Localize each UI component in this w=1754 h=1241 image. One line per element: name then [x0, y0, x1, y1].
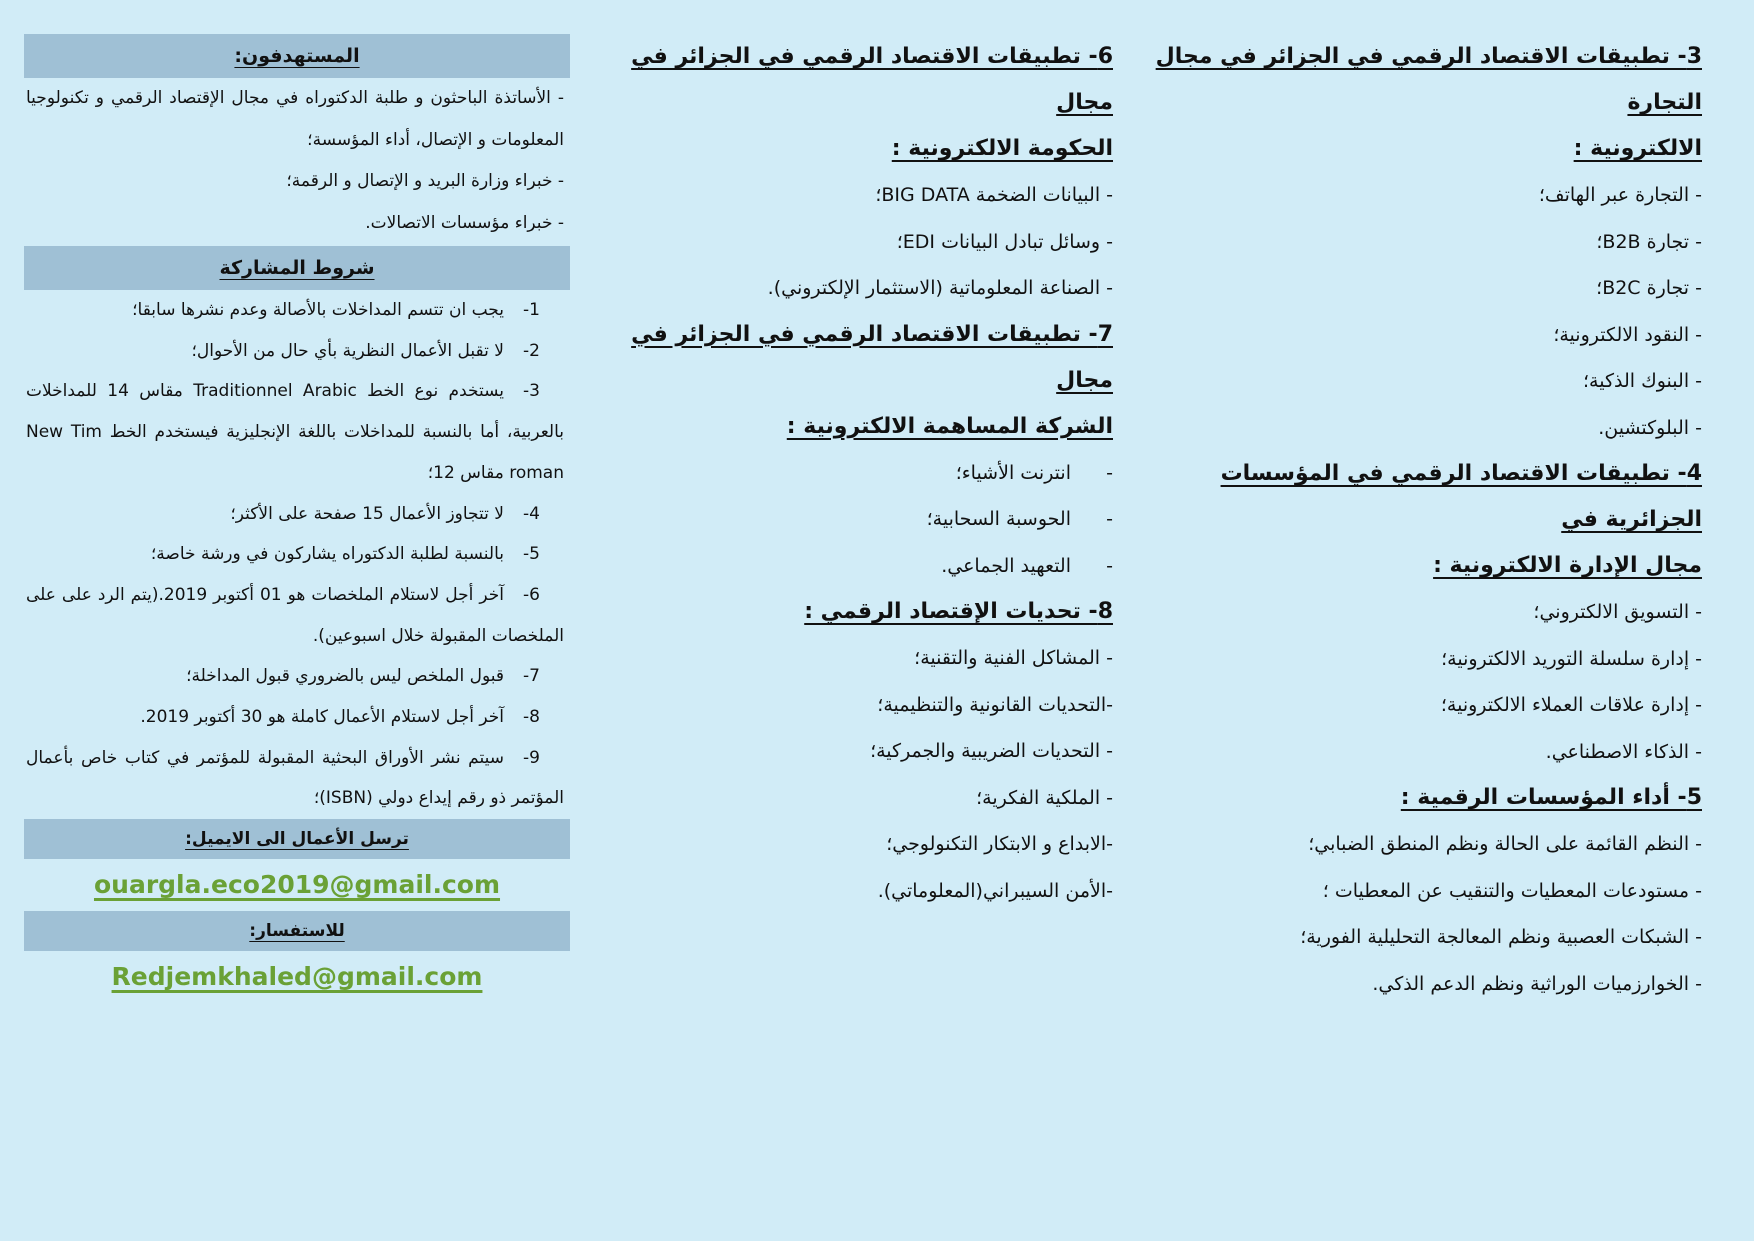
section-8-title: 8- تحديات الإقتصاد الرقمي : — [804, 599, 1113, 624]
right-column — [1140, 34, 1702, 1007]
list-item: - الشبكات العصبية ونظم المعالجة التحليلية الفورية؛ — [1300, 926, 1702, 948]
condition-text: بالنسبة لطلبة الدكتوراه يشاركون في ورشة خاصة؛ — [150, 544, 504, 565]
inquiry-title: للاستفسار: — [249, 921, 345, 942]
list-item-text: انترنت الأشياء؛ — [955, 461, 1071, 484]
section-7-title-line-1: 7- تطبيقات الاقتصاد الرقمي في الجزائر في مجال — [631, 321, 1113, 393]
condition-number: -9 — [523, 747, 540, 768]
condition-item — [24, 371, 570, 493]
section-3-title-line-2: الالكترونية : — [1573, 136, 1702, 161]
section-6-title-line-1: 6- تطبيقات الاقتصاد الرقمي في الجزائر في مجال — [631, 44, 1113, 115]
list-item: - الذكاء الاصطناعي. — [1545, 740, 1702, 763]
section-3-title-line-1: 3- تطبيقات الاقتصاد الرقمي في الجزائر في مجال التجارة — [1155, 44, 1702, 115]
condition-number: -1 — [523, 300, 540, 320]
list-item: - تجارة B2C؛ — [1596, 277, 1702, 299]
condition-item — [24, 697, 570, 738]
submission-header-bar — [24, 819, 570, 859]
condition-item — [24, 331, 570, 372]
targets-item: - الأساتذة الباحثون و طلبة الدكتوراه في مجال الإقتصاد الرقمي و تكنولوجيا المعلومات و الإتصال، أداء المؤسسة؛ — [26, 88, 564, 150]
list-item: -الابداع و الابتكار التكنولوجي؛ — [886, 833, 1113, 855]
conditions-title: شروط المشاركة — [219, 257, 375, 279]
condition-number: -3 — [523, 381, 540, 402]
bullet-dash-icon: - — [1106, 461, 1113, 484]
condition-number: -5 — [523, 544, 540, 565]
condition-text: يجب ان تتسم المداخلات بالأصالة وعدم نشرها سابقا؛ — [132, 300, 504, 320]
conditions-header-bar — [24, 246, 570, 290]
condition-text: آخر أجل لاستلام الملخصات هو 01 أكتوبر 2019.(يتم الرد على على الملخصات المقبولة خلال اسبوعين). — [26, 584, 564, 646]
condition-item — [24, 575, 570, 656]
list-item: - البلوكتشين. — [1598, 416, 1702, 439]
condition-text: سيتم نشر الأوراق البحثية المقبولة للمؤتمر في كتاب خاص بأعمال المؤتمر ذو رقم إيداع دولي (ISBN)؛ — [26, 747, 564, 809]
list-item: - الملكية الفكرية؛ — [976, 786, 1113, 809]
list-item: - الصناعة المعلوماتية (الاستثمار الإلكتروني). — [767, 277, 1113, 299]
list-item: - وسائل تبادل البيانات EDI؛ — [896, 230, 1113, 253]
list-item-text: التعهيد الجماعي. — [941, 554, 1071, 577]
inquiry-header-bar — [24, 911, 570, 951]
section-5-heading — [1140, 775, 1702, 821]
section-6-title-line-2: الحكومة الالكترونية : — [891, 136, 1113, 161]
targets-title: المستهدفون: — [234, 45, 360, 67]
bullet-dash-icon: - — [1106, 554, 1113, 577]
section-4-title-line-2: مجال الإدارة الالكترونية : — [1433, 553, 1702, 578]
condition-text: آخر أجل لاستلام الأعمال كاملة هو 30 أكتوبر 2019. — [140, 707, 504, 728]
list-item — [628, 496, 1113, 543]
condition-number: -2 — [523, 340, 540, 361]
section-4-title-line-1: 4- تطبيقات الاقتصاد الرقمي في المؤسسات الجزائرية في — [1220, 461, 1702, 532]
condition-text: قبول الملخص ليس بالضروري قبول المداخلة؛ — [186, 666, 504, 687]
section-7-heading — [628, 312, 1113, 450]
section-7-title-line-2: الشركة المساهمة الالكترونية : — [786, 413, 1113, 439]
list-item: -الأمن السيبراني(المعلوماتي). — [877, 879, 1113, 902]
submission-title: ترسل الأعمال الى الايميل: — [185, 829, 409, 850]
section-5-title: 5- أداء المؤسسات الرقمية : — [1400, 785, 1702, 810]
condition-item — [24, 738, 570, 819]
condition-item — [24, 290, 570, 331]
list-item-text: الحوسبة السحابية؛ — [926, 508, 1071, 530]
inquiry-email-link[interactable]: Redjemkhaled@gmail.com — [111, 962, 483, 992]
bullet-dash-icon: - — [1106, 508, 1113, 530]
list-item: - مستودعات المعطيات والتنقيب عن المعطيات ؛ — [1322, 879, 1702, 902]
condition-number: -6 — [523, 584, 540, 605]
list-item: - الخوارزميات الوراثية ونظم الدعم الذكي. — [1372, 972, 1702, 995]
condition-text: لا تقبل الأعمال النظرية بأي حال من الأحوال؛ — [191, 340, 504, 361]
list-item: - إدارة علاقات العملاء الالكترونية؛ — [1440, 694, 1702, 716]
condition-number: -7 — [523, 666, 540, 687]
condition-text: يستخدم نوع الخط Traditionnel Arabic مقاس 14 للمداخلات بالعربية، أما بالنسبة للمداخلات باللغة الإنجليزية فيستخدم الخط New Tim roman مقاس 12؛ — [26, 381, 564, 483]
condition-item — [24, 494, 570, 535]
list-item — [628, 450, 1113, 497]
list-item: - النقود الالكترونية؛ — [1553, 323, 1702, 346]
list-item — [628, 543, 1113, 590]
section-4-heading — [1140, 451, 1702, 589]
targets-header-bar — [24, 34, 570, 78]
section-3-heading — [1140, 34, 1702, 172]
condition-item — [24, 656, 570, 697]
list-item: - المشاكل الفنية والتقنية؛ — [914, 647, 1113, 669]
list-item: -التحديات القانونية والتنظيمية؛ — [877, 693, 1113, 716]
condition-item — [24, 534, 570, 575]
targets-item: - خبراء مؤسسات الاتصالات. — [365, 212, 564, 233]
list-item: - التسويق الالكتروني؛ — [1533, 601, 1702, 623]
submission-email-link[interactable]: ouargla.eco2019@gmail.com — [93, 870, 501, 900]
targets-item: - خبراء وزارة البريد و الإتصال و الرقمة؛ — [286, 171, 564, 191]
condition-text: لا تتجاوز الأعمال 15 صفحة على الأكثر؛ — [230, 503, 504, 524]
list-item: - تجارة B2B؛ — [1596, 230, 1702, 253]
list-item: - النظم القائمة على الحالة ونظم المنطق الضبابي؛ — [1308, 833, 1702, 855]
middle-column — [628, 34, 1113, 914]
list-item: - التحديات الضريبية والجمركية؛ — [870, 740, 1113, 762]
section-8-heading — [628, 589, 1113, 635]
condition-number: -4 — [523, 503, 540, 524]
list-item: - التجارة عبر الهاتف؛ — [1538, 184, 1702, 206]
list-item: - البنوك الذكية؛ — [1583, 370, 1702, 392]
condition-number: -8 — [523, 707, 540, 728]
section-6-heading — [628, 34, 1113, 172]
left-column — [24, 34, 570, 1003]
list-item: - إدارة سلسلة التوريد الالكترونية؛ — [1441, 647, 1702, 670]
list-item: - البيانات الضخمة BIG DATA؛ — [875, 184, 1113, 206]
